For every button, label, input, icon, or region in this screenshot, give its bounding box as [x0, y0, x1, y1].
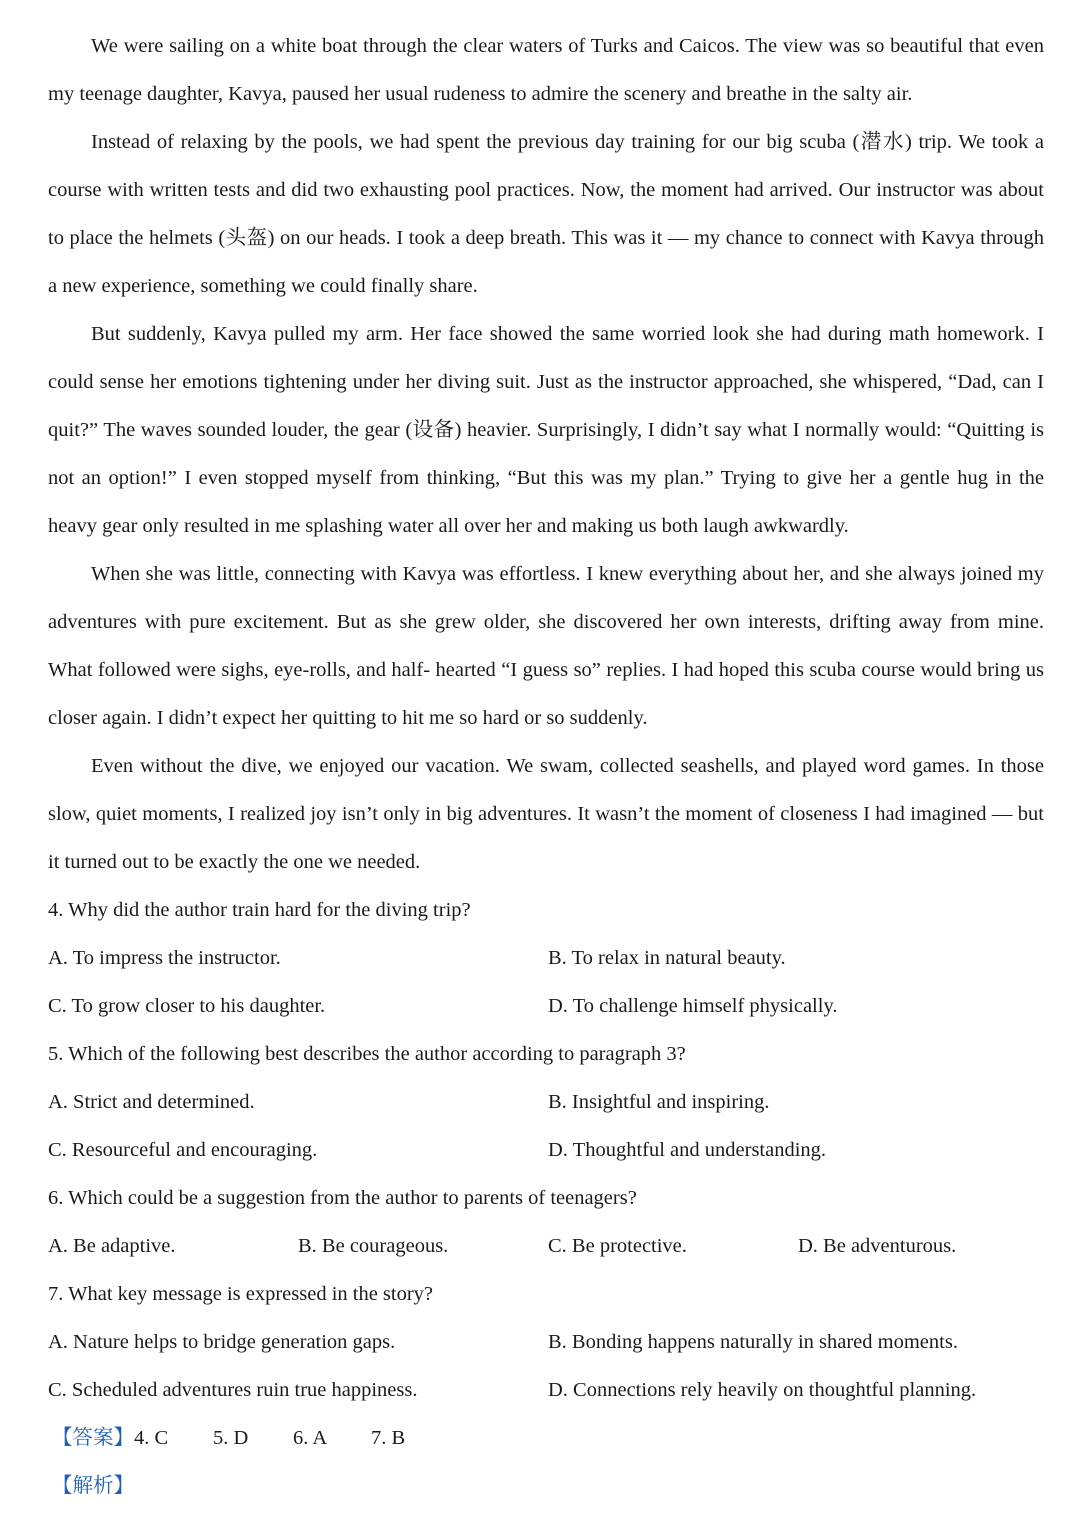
answer-item: 4. C	[134, 1427, 169, 1449]
question-stem: 5. Which of the following best describes the author according to paragraph 3?	[48, 1043, 686, 1065]
passage-paragraph-1: We were sailing on a white boat through the clear waters of Turks and Caicos. The view was so beautiful that even my teenage daughter, Kavya, paused her usual rudeness to admire the scenery and breathe in the salty air.	[48, 35, 1044, 105]
option-c: C. Resourceful and encouraging.	[48, 1139, 318, 1161]
analysis-line	[48, 1462, 1044, 1510]
option-d: D. Connections rely heavily on thoughtful planning.	[548, 1379, 977, 1401]
passage-paragraph-4: When she was little, connecting with Kavya was effortless. I knew everything about her, and she always joined my adventures with pure excitement. But as she grew older, she discovered her own interests, drifting away from mine. What followed were sighs, eye-rolls, and half- hearted “I guess so” replies. I had hoped this scuba course would bring us closer again. I didn’t expect her quitting to hit me so hard or so suddenly.	[48, 563, 1044, 729]
option-row	[48, 1222, 1044, 1270]
answer-item: 7. B	[371, 1427, 406, 1449]
option-b: B. Be courageous.	[298, 1235, 449, 1257]
option-d: D. Thoughtful and understanding.	[548, 1139, 827, 1161]
question-5	[48, 1030, 1044, 1174]
option-a: A. Strict and determined.	[48, 1091, 255, 1113]
passage-paragraph-2: Instead of relaxing by the pools, we had spent the previous day training for our big scuba (潜水) trip. We took a course with written tests and did two exhausting pool practices. Now, the moment had arrived. Our instructor was about to place the helmets (头盔) on our heads. I took a deep breath. This was it — my chance to connect with Kavya through a new experience, something we could finally share.	[48, 131, 1044, 297]
option-b: B. Bonding happens naturally in shared moments.	[548, 1331, 958, 1353]
option-row	[48, 934, 1044, 982]
passage-paragraph-5: Even without the dive, we enjoyed our vacation. We swam, collected seashells, and played word games. In those slow, quiet moments, I realized joy isn’t only in big adventures. It wasn’t the moment of closeness I had imagined — but it turned out to be exactly the one we needed.	[48, 755, 1044, 873]
option-b: B. To relax in natural beauty.	[548, 947, 786, 969]
option-b: B. Insightful and inspiring.	[548, 1091, 770, 1113]
option-c: C. Be protective.	[548, 1235, 687, 1257]
option-row	[48, 1126, 1044, 1174]
question-stem: 7. What key message is expressed in the story?	[48, 1283, 434, 1305]
question-4	[48, 886, 1044, 1030]
passage	[48, 22, 1044, 886]
analysis-label: 【解析】	[52, 1475, 134, 1497]
question-7	[48, 1270, 1044, 1414]
option-d: D. To challenge himself physically.	[548, 995, 838, 1017]
question-stem: 6. Which could be a suggestion from the author to parents of teenagers?	[48, 1187, 637, 1209]
option-row	[48, 1078, 1044, 1126]
question-6	[48, 1174, 1044, 1270]
option-a: A. Be adaptive.	[48, 1235, 176, 1257]
answer-item: 6. A	[293, 1427, 328, 1449]
option-row	[48, 1366, 1044, 1414]
reading-comprehension-page	[48, 22, 1044, 1510]
option-c: C. To grow closer to his daughter.	[48, 995, 326, 1017]
answer-label: 【答案】	[52, 1427, 134, 1449]
option-a: A. To impress the instructor.	[48, 947, 281, 969]
question-stem: 4. Why did the author train hard for the diving trip?	[48, 899, 471, 921]
passage-paragraph-3: But suddenly, Kavya pulled my arm. Her face showed the same worried look she had during math homework. I could sense her emotions tightening under her diving suit. Just as the instructor approached, she whispered, “Dad, can I quit?” The waves sounded louder, the gear (设备) heavier. Surprisingly, I didn’t say what I normally would: “Quitting is not an option!” I even stopped myself from thinking, “But this was my plan.” Trying to give her a gentle hug in the heavy gear only resulted in me splashing water all over her and making us both laugh awkwardly.	[48, 323, 1044, 537]
option-a: A. Nature helps to bridge generation gaps.	[48, 1331, 396, 1353]
answer-line	[48, 1414, 1044, 1462]
option-row	[48, 982, 1044, 1030]
option-c: C. Scheduled adventures ruin true happiness.	[48, 1379, 418, 1401]
option-row	[48, 1318, 1044, 1366]
option-d: D. Be adventurous.	[798, 1235, 957, 1257]
answer-item: 5. D	[213, 1427, 249, 1449]
